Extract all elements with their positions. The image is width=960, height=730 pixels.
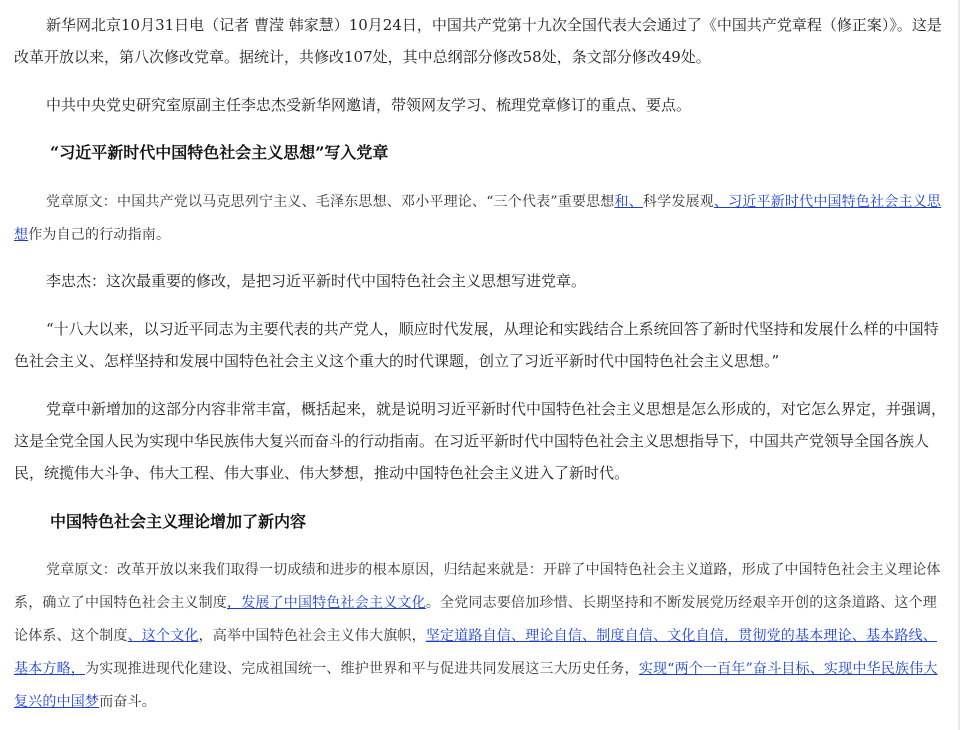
quote-1-text-b: 科学发展观: [642, 194, 714, 210]
quote-2-link-4[interactable]: 实现“两个一百年”奋斗目标、实现中华民族伟大复兴的中国梦: [14, 661, 938, 710]
quote-1-text-c: 作为自己的行动指南。: [28, 227, 171, 243]
paragraph-invitation-text: 中共中央党史研究室原副主任李忠杰受新华网邀请，带领网友学习、梳理党章修订的重点、要点。: [46, 96, 692, 114]
quote-1-text-a: 党章原文：中国共产党以马克思列宁主义、毛泽东思想、邓小平理论、“三个代表”重要思想: [46, 194, 615, 210]
quote-2-text-e: 而奋斗。: [99, 694, 157, 710]
quote-2-link-2[interactable]: 、这个文化: [127, 628, 199, 644]
quote-1-link-2[interactable]: 、习近平新时代中国特色社会主义思想: [14, 194, 942, 243]
party-constitution-quote-2: [14, 554, 946, 719]
quote-2-link-3[interactable]: 坚定道路自信、理论自信、制度自信、文化自信，贯彻党的基本理论、基本路线、基本方略，: [14, 628, 938, 677]
paragraph-li-zhongjie: [14, 265, 946, 297]
paragraph-li-zhongjie-text: 李忠杰：这次最重要的修改，是把习近平新时代中国特色社会主义思想写进党章。: [46, 272, 587, 290]
section-heading-1: “习近平新时代中国特色社会主义思想”写入党章: [50, 143, 389, 162]
quote-2-link-1[interactable]: ，发展了中国特色社会主义文化: [227, 595, 426, 611]
quote-2-text-c: ，高举中国特色社会主义伟大旗帜，: [198, 628, 426, 644]
quote-2-text-d: 为实现推进现代化建设、完成祖国统一、维护世界和平与促进共同发展这三大历史任务，: [85, 661, 639, 677]
paragraph-intro: [14, 9, 946, 73]
party-constitution-quote-1: [14, 186, 946, 252]
paragraph-intro-text: 新华网北京10月31日电（记者 曹滢 韩家慧）10月24日，中国共产党第十九次全国代表大会通过了《中国共产党章程（修正案）》。这是改革开放以来，第八次修改党章。据统计，共修改107处，其中总纲部分修改58处，条文部分修改49处。: [14, 16, 942, 66]
paragraph-quote: [14, 313, 946, 377]
paragraph-invitation: [14, 89, 946, 121]
quote-1-link-1[interactable]: 和、: [614, 194, 643, 210]
paragraph-explanation: [14, 393, 946, 489]
paragraph-quote-text: “十八大以来，以习近平同志为主要代表的共产党人，顺应时代发展，从理论和实践结合上系统回答了新时代坚持和发展什么样的中国特色社会主义、怎样坚持和发展中国特色社会主义这个重大的时代课题，创立了习近平新时代中国特色社会主义思想。”: [14, 320, 939, 370]
quote-2-text-b: 。全党同志要倍加珍惜、长期坚持和不断发展党历经艰辛开创的这条道路、这个理论体系、这个制度: [14, 595, 938, 644]
section-heading-2: 中国特色社会主义理论增加了新内容: [50, 512, 307, 531]
quote-2-text-a: 党章原文：改革开放以来我们取得一切成绩和进步的根本原因，归结起来就是：开辟了中国特色社会主义道路，形成了中国特色社会主义理论体系，确立了中国特色社会主义制度: [14, 562, 941, 611]
paragraph-explanation-text: 党章中新增加的这部分内容非常丰富，概括起来，就是说明习近平新时代中国特色社会主义思想是怎么形成的，对它怎么界定，并强调，这是全党全国人民为实现中华民族伟大复兴而奋斗的行动指南。在习近平新时代中国特色社会主义思想指导下，中国共产党领导全国各族人民，统揽伟大斗争、伟大工程、伟大事业、伟大梦想，推动中国特色社会主义进入了新时代。: [14, 400, 947, 482]
